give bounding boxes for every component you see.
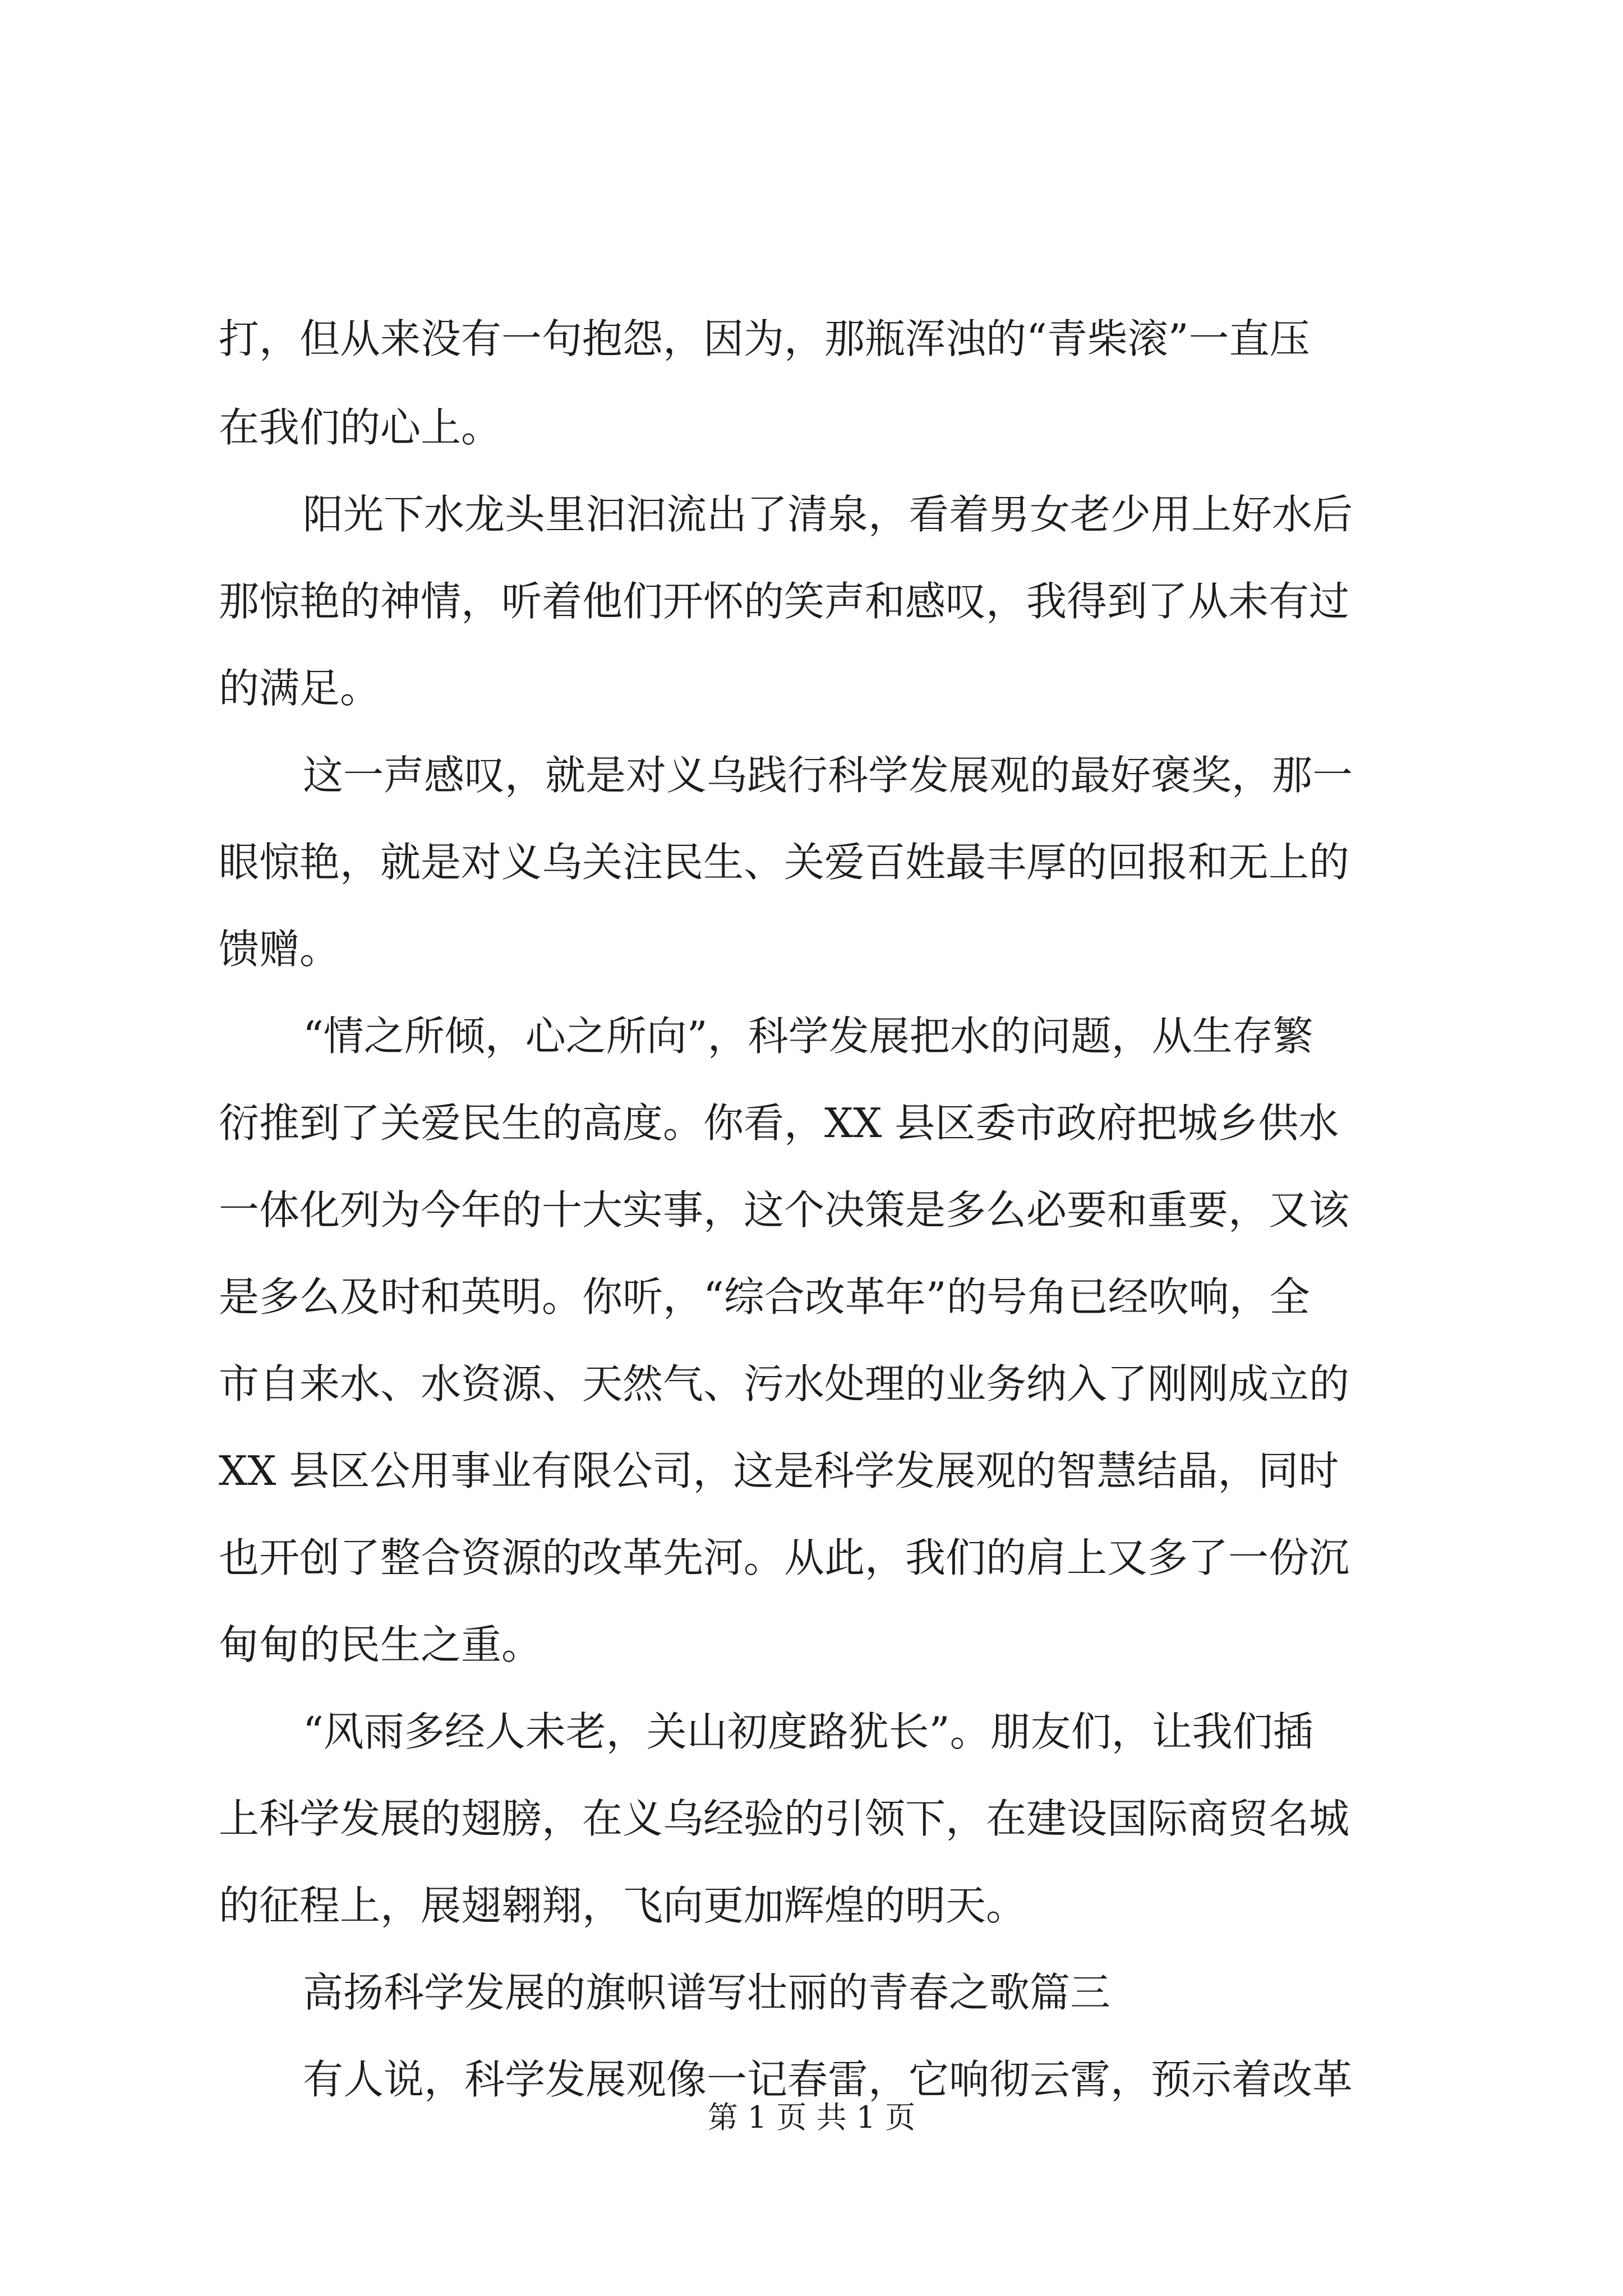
section-heading: 高扬科学发展的旗帜谱写壮丽的青春之歌篇三 <box>303 1969 1111 2016</box>
text-line: 也开创了整合资源的改革先河。从此，我们的肩上又多了一份沉 <box>219 1534 1350 1581</box>
text-line: 这一声感叹，就是对义乌践行科学发展观的最好褒奖，那一 <box>303 752 1353 799</box>
text-line: 市自来水、水资源、天然气、污水处理的业务纳入了刚刚成立的 <box>219 1360 1350 1407</box>
text-line: XX 县区公用事业有限公司，这是科学发展观的智慧结晶，同时 <box>219 1447 1339 1494</box>
text-line: 打，但从来没有一句抱怨，因为，那瓶浑浊的“青柴滚”一直压 <box>219 315 1310 362</box>
text-line: 衍推到了关爱民生的高度。你看，XX 县区委市政府把城乡供水 <box>219 1099 1339 1147</box>
text-line: 是多么及时和英明。你听，“综合改革年”的号角已经吹响，全 <box>219 1273 1310 1320</box>
page-footer: 第 1 页 共 1 页 <box>707 2100 916 2135</box>
text-line: 的征程上，展翅翱翔，飞向更加辉煌的明天。 <box>219 1882 1027 1929</box>
text-line: 眼惊艳，就是对义乌关注民生、关爱百姓最丰厚的回报和无上的 <box>219 839 1350 886</box>
text-line: 有人说，科学发展观像一记春雷，它响彻云霄，预示着改革 <box>303 2056 1353 2103</box>
text-line: 一体化列为今年的十大实事，这个决策是多么必要和重要，又该 <box>219 1186 1350 1234</box>
text-line: “风雨多经人未老，关山初度路犹长”。朋友们，让我们插 <box>303 1708 1313 1755</box>
text-line: 甸甸的民生之重。 <box>219 1621 542 1668</box>
text-line: 在我们的心上。 <box>219 404 502 451</box>
text-line: 上科学发展的翅膀，在义乌经验的引领下，在建设国际商贸名城 <box>219 1795 1350 1842</box>
text-line: 的满足。 <box>219 665 381 712</box>
text-line: 阳光下水龙头里汩汩流出了清泉，看着男女老少用上好水后 <box>303 491 1353 538</box>
text-line: “情之所倾，心之所向”，科学发展把水的问题，从生存繁 <box>303 1013 1313 1060</box>
text-line: 那惊艳的神情，听着他们开怀的笑声和感叹，我得到了从未有过 <box>219 578 1350 625</box>
text-line: 馈赠。 <box>219 926 340 973</box>
